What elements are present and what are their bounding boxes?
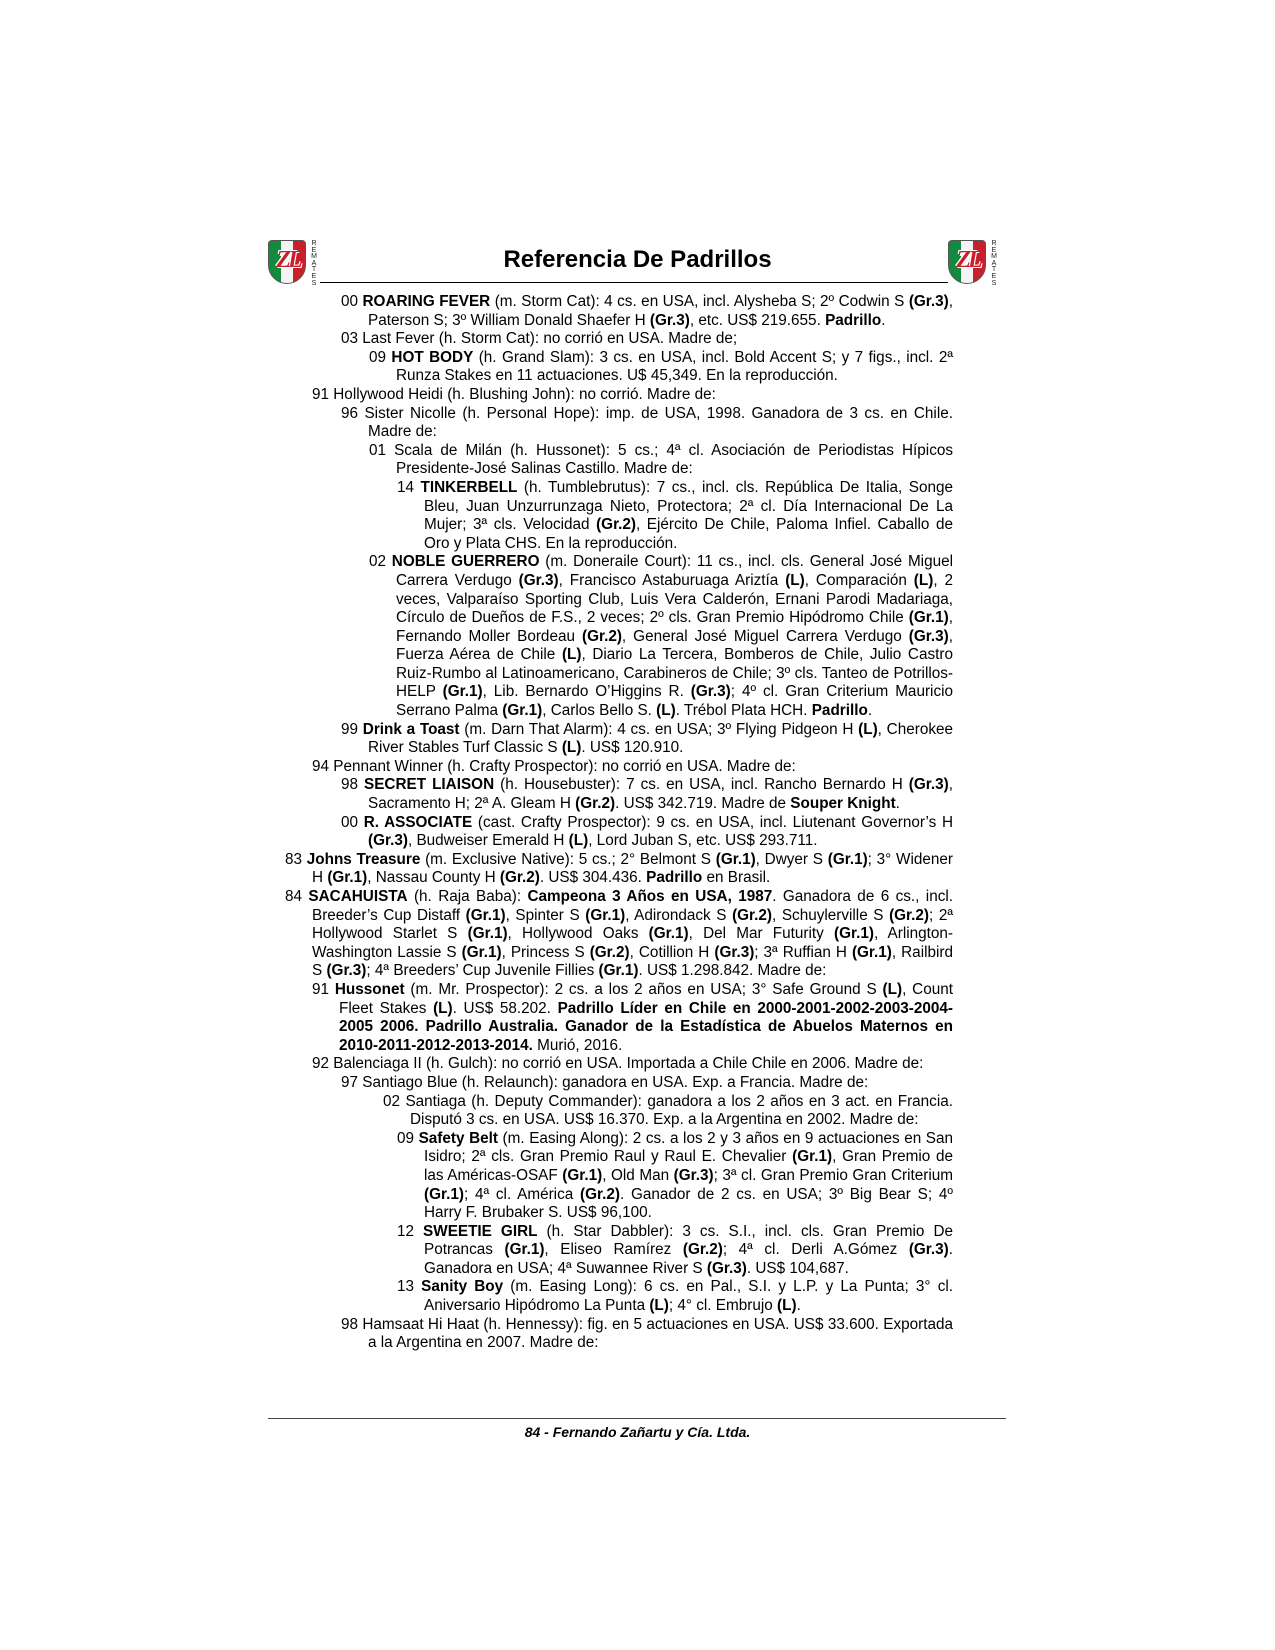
pedigree-entry: [369, 348, 954, 386]
pedigree-entry: [312, 757, 953, 777]
entry-text: , Diario La Tercera, Bomberos de Chile, Julio Castro Ruiz-Rumbo al Latinoamericano, Carabineros de Chile; 3º cls. Tanteo de Potrillos-HELP: [396, 646, 953, 701]
entry-text: ; 4ª cl. Derli A.Gómez: [722, 1241, 909, 1259]
entry-text: . Trébol Plata HCH.: [675, 702, 812, 720]
pedigree-entry: [383, 1092, 953, 1130]
pedigree-entry: [312, 980, 953, 1055]
entry-text: , Dwyer S: [755, 850, 828, 868]
entry-text: 84: [285, 888, 309, 905]
entry-text: , Lib. Bernardo O’Higgins R.: [482, 683, 691, 701]
bold-text: (Gr.3): [673, 1166, 714, 1184]
entry-text: (cast. Crafty Prospector): 9 cs. en USA, incl. Liutenant Governor’s H: [472, 813, 954, 831]
entry-text: 91 Hollywood Heidi (h. Blushing John): no corrió. Madre de:: [312, 385, 716, 403]
entry-text: (h. Raja Baba):: [407, 888, 528, 905]
bold-text: (Gr.3): [908, 293, 949, 310]
entry-text: , Cotillion H: [629, 943, 715, 961]
entry-text: 01 Scala de Milán (h. Hussonet): 5 cs.; 4ª cl. Asociación de Periodistas Hípicos Presidente-José Salinas Castillo. Madre de:: [369, 441, 953, 478]
bold-text: (Gr.2): [596, 516, 637, 534]
entry-text: 94 Pennant Winner (h. Crafty Prospector): no corrió en USA. Madre de:: [312, 757, 796, 775]
entry-text: . Ganadora en USA; 4ª Suwannee River S: [424, 1241, 954, 1277]
bold-text: (L): [649, 1297, 669, 1315]
bold-text: (Gr.3): [368, 832, 408, 850]
bold-text: (Gr.1): [598, 962, 639, 980]
page-footer: 84 - Fernando Zañartu y Cía. Ltda.: [524, 1424, 751, 1440]
entry-text: . US$ 104,687.: [746, 1259, 849, 1277]
entry-text: . US$ 1.298.842. Madre de:: [638, 962, 827, 980]
bold-text: TINKERBELL: [420, 478, 518, 496]
bold-text: (Gr.1): [442, 683, 483, 701]
bold-text: SACAHUISTA: [308, 888, 408, 905]
entry-text: 02: [369, 553, 392, 571]
pedigree-entry: [341, 720, 953, 758]
entry-text: . Ganadora de 6 cs., incl. Breeder’s Cup Distaff: [312, 888, 953, 924]
bold-text: (Gr.1): [648, 925, 689, 943]
bold-text: (Gr.1): [827, 850, 868, 868]
entry-text: ; 4º cl. Gran Criterium Mauricio Serrano Palma: [396, 683, 953, 720]
bold-text: SECRET LIAISON: [364, 776, 495, 794]
bold-text: HOT BODY: [391, 348, 474, 366]
bold-text: (Gr.3): [326, 962, 367, 980]
bold-text: Padrillo: [646, 869, 703, 887]
entry-text: ; 4ª cl. América: [463, 1185, 580, 1203]
bold-text: (Gr.3): [908, 1241, 949, 1259]
bold-text: (Gr.3): [649, 311, 690, 329]
entry-text: , Del Mar Futurity: [688, 925, 834, 943]
pedigree-entry: [341, 1073, 953, 1093]
entry-text: (m. Storm Cat): 4 cs. en USA, incl. Alysheba S; 2º Codwin S: [490, 293, 909, 310]
entry-text: , Francisco Astaburuaga Ariztía: [558, 571, 786, 589]
entry-text: . US$ 342.719. Madre de: [615, 795, 791, 813]
pedigree-entry: [285, 888, 954, 981]
entry-text: , Lord Juban S, etc. US$ 293.711.: [588, 832, 818, 850]
bold-text: (Gr.2): [889, 906, 930, 924]
bold-text: (Gr.2): [581, 627, 622, 645]
entry-text: .: [895, 795, 900, 813]
bold-text: (Gr.1): [715, 850, 756, 868]
pedigree-entry: [397, 1278, 954, 1315]
entry-text: 12: [397, 1222, 424, 1240]
bold-text: (L): [913, 571, 934, 589]
bold-text: SWEETIE GIRL: [423, 1222, 538, 1240]
entry-text: 97 Santiago Blue (h. Relaunch): ganadora en USA. Exp. a Francia. Madre de:: [341, 1073, 869, 1091]
entry-text: ; 3ª Ruffian H: [754, 943, 852, 961]
bold-text: ROARING FEVER: [362, 293, 491, 310]
bold-text: (Gr.1): [502, 702, 543, 720]
bold-text: Safety Belt: [418, 1129, 498, 1147]
entry-text: 00: [341, 293, 363, 310]
entry-text: , Fernando Moller Bordeau: [396, 609, 953, 645]
entry-text: , 2 veces, Valparaíso Sporting Club, Luis Vera Calderón, Ernani Parodi Madariaga, Círculo de Dueños de F.S., 2 veces; 2º cls. Gran Premio Hipódromo Chile: [396, 571, 954, 627]
entry-text: , Count Fleet Stakes: [339, 980, 953, 1017]
entry-text: , Nassau County H: [367, 869, 500, 887]
logo-text: ZL: [276, 247, 300, 273]
entry-text: .: [881, 311, 886, 329]
page-title: Referencia De Padrillos: [503, 246, 772, 273]
entry-text: , Carlos Bello S.: [542, 702, 657, 720]
entry-text: , Hollywood Oaks: [507, 925, 649, 943]
bold-text: R. ASSOCIATE: [363, 813, 473, 831]
entry-text: ; 3° Widener H: [312, 850, 954, 887]
entry-text: 99: [341, 720, 363, 738]
entry-text: Murió, 2016.: [532, 1036, 623, 1054]
bold-text: (Gr.2): [589, 943, 630, 961]
entry-text: 92 Balenciaga II (h. Gulch): no corrió en USA. Importada a Chile Chile en 2006. Madre de:: [312, 1055, 924, 1073]
entry-text: , Gran Premio de las Américas-OSAF: [424, 1148, 953, 1184]
pedigree-entry: [341, 813, 954, 851]
bold-text: Johns Treasure: [306, 850, 421, 868]
entry-text: (m. Easing Long): 6 cs. en Pal., S.I. y L.P. y La Punta; 3° cl. Aniversario Hipódromo La Punta: [424, 1278, 954, 1315]
pedigree-entry: [285, 850, 954, 888]
bold-text: NOBLE GUERRERO: [391, 553, 540, 571]
entry-text: (h. Star Dabbler): 3 cs. S.I., incl. cls. Gran Premio De Potrancas: [424, 1222, 953, 1259]
shield-logo-icon: [948, 240, 986, 284]
entry-text: ; 3ª cl. Gran Premio Gran Criterium: [713, 1166, 953, 1184]
entry-text: 83: [285, 850, 307, 868]
entry-text: ; 4° cl. Embrujo: [668, 1297, 778, 1315]
entry-text: 98 Hamsaat Hi Haat (h. Hennessy): fig. en 5 actuaciones en USA. US$ 33.600. Exportada a la Argentina en 2007. Madre de:: [341, 1315, 953, 1352]
entry-text: , Fuerza Aérea de Chile: [396, 627, 953, 664]
entry-text: , Ejército De Chile, Paloma Infiel. Caballo de Oro y Plata CHS. En la reproducción.: [424, 516, 953, 552]
bold-text: (L): [777, 1297, 797, 1315]
entry-text: (m. Darn That Alarm): 4 cs. en USA; 3º Flying Pidgeon H: [459, 720, 859, 738]
entry-text: , etc. US$ 219.655.: [689, 311, 826, 329]
entry-text: 02 Santiaga (h. Deputy Commander): ganadora a los 2 años en 3 act. en Francia. Disputó 3 cs. en USA. US$ 16.370. Exp. a la Argentina en 2002. Madre de:: [383, 1092, 953, 1129]
bold-text: Padrillo: [825, 311, 882, 329]
bold-text: (Gr.1): [908, 609, 949, 627]
bold-text: (Gr.1): [424, 1185, 464, 1203]
entry-text: 00: [341, 813, 364, 831]
pedigree-entry: [341, 293, 954, 330]
bold-text: (Gr.2): [682, 1241, 723, 1259]
entry-text: ; 2ª Hollywood Starlet S: [312, 906, 954, 943]
entry-text: .: [867, 702, 873, 720]
pedigree-entry: [341, 330, 953, 349]
entry-text: 13: [397, 1278, 422, 1296]
entry-text: . US$ 120.910.: [581, 739, 684, 757]
bold-text: (Gr.3): [518, 571, 559, 589]
bold-text: (L): [882, 980, 903, 998]
entry-text: (m. Mr. Prospector): 2 cs. a los 2 años en USA; 3° Safe Ground S: [404, 980, 883, 998]
pedigree-entry: [397, 1129, 954, 1223]
logo-side-text: R E M A T E S: [991, 240, 997, 287]
entry-text: (m. Exclusive Native): 5 cs.; 2° Belmont S: [420, 850, 716, 868]
bold-text: (Gr.1): [504, 1241, 545, 1259]
entry-text: en Brasil.: [702, 869, 771, 887]
entry-text: 03 Last Fever (h. Storm Cat): no corrió en USA. Madre de;: [341, 330, 738, 348]
entry-text: ; 4ª Breeders’ Cup Juvenile Fillies: [366, 962, 599, 980]
entry-text: 09: [369, 348, 392, 366]
bold-text: (Gr.1): [327, 869, 368, 887]
bold-text: (Gr.1): [585, 906, 626, 924]
pedigree-entry: [312, 385, 953, 405]
bold-text: Campeona 3 Años en USA, 1987: [527, 888, 773, 905]
bold-text: (L): [656, 702, 676, 720]
pedigree-entry: [341, 404, 953, 442]
bold-text: (L): [561, 646, 582, 664]
entry-text: , Schuylerville S: [772, 906, 890, 924]
entry-text: 96 Sister Nicolle (h. Personal Hope): imp. de USA, 1998. Ganadora de 3 cs. en Chile. Madre de:: [341, 404, 953, 441]
entry-text: (h. Tumblebrutus): 7 cs., incl. cls. República De Italia, Songe Bleu, Juan Unzurrunzaga Nieto, Protectora; 2ª cl. Día Internacional De La Mujer; 3ª cls. Velocidad: [424, 478, 954, 534]
entry-text: . Ganador de 2 cs. en USA; 3º Big Bear S; 4º Harry F. Brubaker S. US$ 96,100.: [424, 1185, 953, 1222]
entry-text: , Paterson S; 3º William Donald Shaefer H: [368, 293, 954, 329]
entry-text: , Cherokee River Stables Turf Classic S: [368, 720, 953, 757]
entry-text: , Spinter S: [505, 906, 586, 924]
logo-side-text: R E M A T E S: [311, 240, 317, 287]
entry-text: (h. Housebuster): 7 cs. en USA, incl. Rancho Bernardo H: [494, 776, 909, 794]
entry-text: 91: [312, 980, 335, 998]
bold-text: (Gr.1): [851, 943, 892, 961]
bold-text: (Gr.1): [461, 943, 502, 961]
bold-text: Souper Knight: [790, 795, 896, 813]
entry-text: (m. Easing Along): 2 cs. a los 2 y 3 años en 9 actuaciones en San Isidro; 2ª cls. Gran Premio Raul y Raul E. Chevalier: [424, 1129, 954, 1166]
bold-text: (Gr.1): [562, 1166, 603, 1184]
bold-text: (L): [433, 999, 453, 1017]
bold-text: (Gr.2): [575, 795, 616, 813]
pedigree-entry: [341, 1315, 953, 1353]
bold-text: (Gr.2): [732, 906, 773, 924]
logo-right: [948, 240, 1000, 286]
bold-text: (Gr.3): [690, 683, 731, 701]
pedigree-entry: [312, 1055, 953, 1074]
bold-text: Padrillo: [811, 702, 868, 720]
bold-text: (Gr.3): [714, 943, 755, 961]
entry-text: . US$ 304.436.: [539, 869, 647, 887]
bold-text: (Gr.2): [579, 1185, 620, 1203]
entry-text: , Railbird S: [312, 943, 953, 980]
entry-text: , Budweiser Emerald H: [407, 832, 569, 850]
entry-text: , Sacramento H; 2ª A. Gleam H: [368, 776, 953, 813]
pedigree-entry: [397, 1222, 954, 1279]
entry-text: (m. Doneraile Court): 11 cs., incl. cls. General José Miguel Carrera Verdugo: [396, 553, 954, 589]
pedigree-entry: [397, 478, 954, 553]
pedigree-entry: [341, 776, 953, 813]
pedigree-entries: [285, 293, 1005, 1353]
entry-text: , Old Man: [602, 1166, 674, 1184]
logo-text: ZL: [956, 247, 980, 273]
entry-text: 09: [397, 1129, 419, 1147]
entry-text: , Eliseo Ramírez: [544, 1241, 683, 1259]
bold-text: Sanity Boy: [421, 1278, 504, 1296]
entry-text: , General José Miguel Carrera Verdugo: [621, 627, 909, 645]
header-divider: [320, 282, 948, 283]
bold-text: (Gr.3): [706, 1259, 747, 1277]
entry-text: .: [796, 1297, 801, 1315]
pedigree-entry: [369, 441, 953, 479]
bold-text: (L): [561, 739, 582, 757]
entry-text: 14: [397, 478, 421, 496]
bold-text: (Gr.1): [792, 1148, 833, 1166]
entry-text: (h. Grand Slam): 3 cs. en USA, incl. Bold Accent S; y 7 figs., incl. 2ª Runza Stakes en 11 actuaciones. U$ 45,349. En la reproducción.: [396, 348, 954, 385]
bold-text: (Gr.1): [465, 906, 506, 924]
bold-text: Padrillo Líder en Chile en 2000-2001-2002-2003-2004-2005 2006. Padrillo Australia. Ganador de la Estadística de Abuelos Maternos en 2010-2011-2012-2013-2014.: [339, 999, 953, 1054]
footer-divider: [268, 1418, 1006, 1419]
bold-text: (L): [858, 720, 878, 738]
entry-text: 98: [341, 776, 365, 794]
bold-text: (Gr.3): [908, 627, 949, 645]
bold-text: (Gr.1): [467, 925, 508, 943]
bold-text: Hussonet: [334, 980, 405, 998]
entry-text: . US$ 58.202.: [452, 999, 558, 1017]
bold-text: (Gr.3): [908, 776, 949, 794]
bold-text: (L): [568, 832, 589, 850]
entry-text: , Arlington-Washington Lassie S: [312, 925, 954, 961]
bold-text: (L): [785, 571, 805, 589]
pedigree-entry: [369, 553, 954, 720]
bold-text: (Gr.1): [833, 925, 874, 943]
bold-text: Drink a Toast: [362, 720, 460, 738]
bold-text: (Gr.2): [499, 869, 540, 887]
entry-text: , Comparación: [804, 571, 914, 589]
entry-text: , Princess S: [501, 943, 590, 961]
entry-text: , Adirondack S: [625, 906, 733, 924]
